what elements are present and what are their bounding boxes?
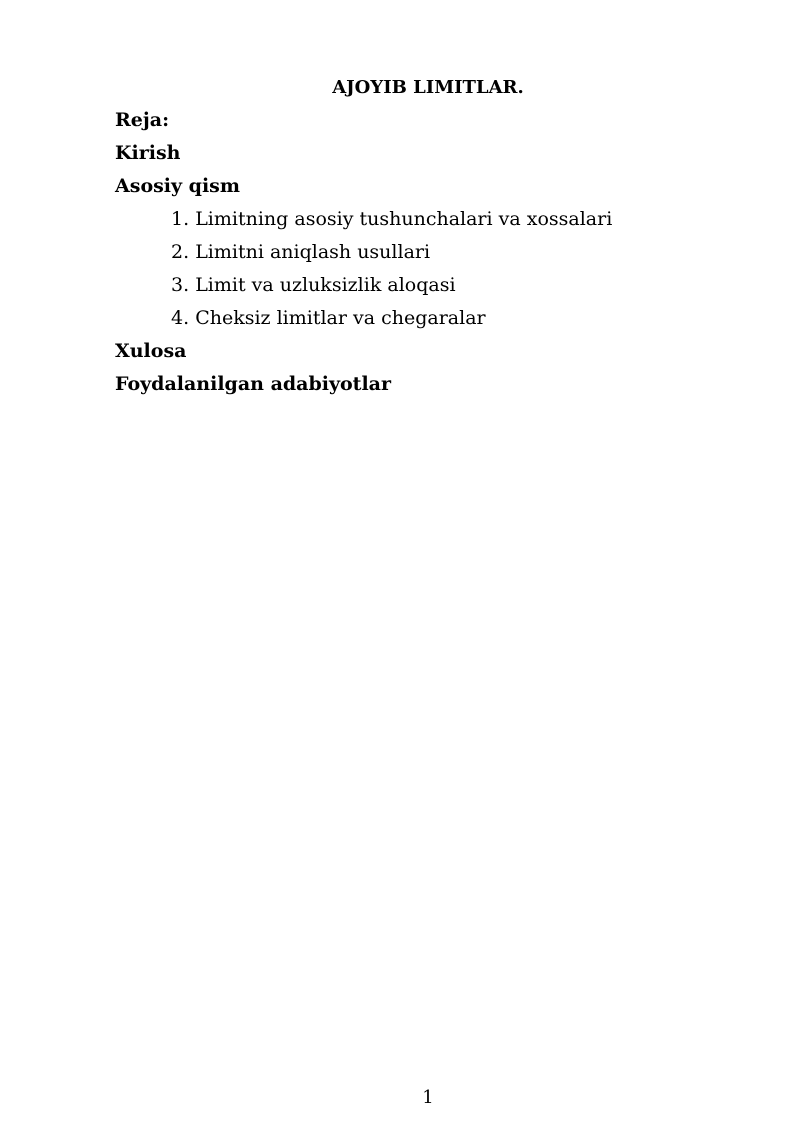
list-item — [171, 306, 486, 330]
list-item-number: 4. — [171, 307, 190, 329]
list-item — [171, 273, 456, 297]
list-item — [171, 207, 612, 231]
intro-heading: Kirish — [115, 142, 181, 164]
main-part-heading: Asosiy qism — [115, 175, 240, 197]
list-item-text: Limitning asosiy tushunchalari va xossalari — [195, 208, 613, 230]
references-heading: Foydalanilgan adabiyotlar — [115, 373, 392, 395]
list-item-number: 2. — [171, 241, 190, 263]
list-item-text: Limit va uzluksizlik aloqasi — [195, 274, 456, 296]
list-item — [171, 240, 430, 264]
document-title: AJOYIB LIMITLAR. — [332, 77, 524, 98]
plan-label: Reja: — [115, 109, 170, 131]
list-item-text: Cheksiz limitlar va chegaralar — [195, 307, 486, 329]
conclusion-heading: Xulosa — [115, 340, 187, 362]
list-item-number: 3. — [171, 274, 190, 296]
list-item-text: Limitni aniqlash usullari — [195, 241, 431, 263]
list-item-number: 1. — [171, 208, 190, 230]
page-number: 1 — [422, 1087, 434, 1108]
